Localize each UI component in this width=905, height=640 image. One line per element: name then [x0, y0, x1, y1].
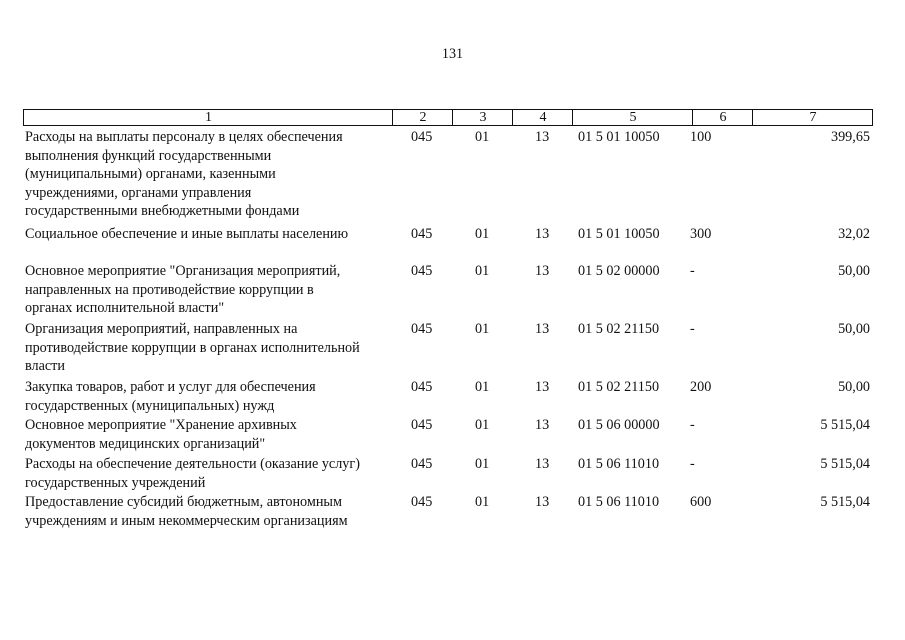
target-article-code: 01 5 02 21150: [578, 321, 660, 337]
expense-name-line: учреждениями, органами управления: [25, 184, 252, 201]
target-article-code: 01 5 01 10050: [578, 129, 660, 145]
header-cell-5: 5: [629, 110, 637, 125]
header-divider: [752, 110, 753, 125]
target-article-code: 01 5 01 10050: [578, 226, 660, 242]
amount: 50,00: [838, 321, 870, 337]
expense-name-line: Расходы на выплаты персоналу в целях обеспечения: [25, 129, 343, 145]
expense-type-code: -: [690, 321, 695, 337]
expense-type-code: 600: [690, 494, 712, 510]
header-divider: [572, 110, 573, 125]
section-code: 01: [475, 417, 490, 433]
subsection-code: 13: [535, 379, 550, 395]
section-code: 01: [475, 129, 490, 145]
table-header: [23, 109, 873, 126]
target-article-code: 01 5 06 11010: [578, 456, 660, 472]
amount: 50,00: [838, 379, 870, 395]
subsection-code: 13: [535, 129, 550, 145]
expense-name-line: документов медицинских организаций": [25, 435, 266, 452]
expense-name-line: органах исполнительной власти": [25, 300, 225, 316]
expense-type-code: 200: [690, 379, 712, 395]
section-code: 01: [475, 494, 490, 510]
expense-name: [25, 416, 390, 453]
ministry-code: 045: [411, 417, 433, 433]
expense-name: [25, 128, 390, 221]
header-divider: [392, 110, 393, 125]
subsection-code: 13: [535, 321, 550, 337]
expense-type-code: -: [690, 263, 695, 279]
header-cell-7: 7: [809, 110, 817, 125]
ministry-code: 045: [411, 129, 433, 145]
header-cell-4: 4: [539, 110, 547, 125]
expense-type-code: -: [690, 417, 695, 433]
expense-name-line: (муниципальными) органами, казенными: [25, 166, 276, 182]
expense-name-line: противодействие коррупции в органах исполнительной: [25, 339, 360, 356]
expense-name-line: Предоставление субсидий бюджетным, автономным: [25, 494, 342, 510]
header-cell-6: 6: [719, 110, 727, 125]
expense-name-line: Закупка товаров, работ и услуг для обеспечения: [25, 379, 316, 395]
expense-name: [25, 378, 390, 415]
header-cell-3: 3: [479, 110, 487, 125]
expense-name-line: направленных на противодействие коррупции в: [25, 281, 314, 298]
target-article-code: 01 5 06 11010: [578, 494, 660, 510]
page-number: 131: [441, 46, 464, 62]
section-code: 01: [475, 263, 490, 279]
amount: 5 515,04: [820, 494, 870, 510]
expense-name-line: Основное мероприятие "Организация мероприятий,: [25, 263, 341, 279]
target-article-code: 01 5 02 21150: [578, 379, 660, 395]
expense-type-code: 300: [690, 226, 712, 242]
expense-name: [25, 455, 390, 492]
amount: 399,65: [830, 129, 870, 145]
expense-name-line: власти: [25, 358, 65, 374]
section-code: 01: [475, 456, 490, 472]
ministry-code: 045: [411, 494, 433, 510]
header-divider: [452, 110, 453, 125]
expense-name: [25, 320, 390, 376]
expense-name-line: государственными внебюджетными фондами: [25, 203, 300, 219]
amount: 5 515,04: [820, 456, 870, 472]
subsection-code: 13: [535, 456, 550, 472]
expense-name-line: Организация мероприятий, направленных на: [25, 321, 298, 337]
subsection-code: 13: [535, 494, 550, 510]
expense-name-line: выполнения функций государственными: [25, 147, 272, 164]
expense-name-line: Расходы на обеспечение деятельности (оказание услуг): [25, 456, 360, 472]
expense-name-line: Основное мероприятие "Хранение архивных: [25, 417, 297, 433]
amount: 5 515,04: [820, 417, 870, 433]
header-divider: [512, 110, 513, 125]
header-cell-2: 2: [419, 110, 427, 125]
expense-type-code: 100: [690, 129, 712, 145]
expense-name: [25, 225, 390, 244]
ministry-code: 045: [411, 226, 433, 242]
expense-name: [25, 493, 390, 530]
ministry-code: 045: [411, 263, 433, 279]
section-code: 01: [475, 226, 490, 242]
target-article-code: 01 5 02 00000: [578, 263, 660, 279]
expense-name-line: учреждениям и иным некоммерческим организациям: [25, 512, 348, 529]
section-code: 01: [475, 321, 490, 337]
amount: 50,00: [838, 263, 870, 279]
ministry-code: 045: [411, 456, 433, 472]
header-cell-1: 1: [205, 110, 212, 125]
expense-type-code: -: [690, 456, 695, 472]
ministry-code: 045: [411, 379, 433, 395]
expense-name-line: государственных учреждений: [25, 474, 206, 491]
subsection-code: 13: [535, 263, 550, 279]
expense-name-line: государственных (муниципальных) нужд: [25, 397, 275, 414]
subsection-code: 13: [535, 417, 550, 433]
ministry-code: 045: [411, 321, 433, 337]
header-divider: [692, 110, 693, 125]
section-code: 01: [475, 379, 490, 395]
target-article-code: 01 5 06 00000: [578, 417, 660, 433]
subsection-code: 13: [535, 226, 550, 242]
expense-name: [25, 262, 390, 318]
expense-name-line: Социальное обеспечение и иные выплаты населению: [25, 226, 349, 242]
amount: 32,02: [838, 226, 870, 242]
